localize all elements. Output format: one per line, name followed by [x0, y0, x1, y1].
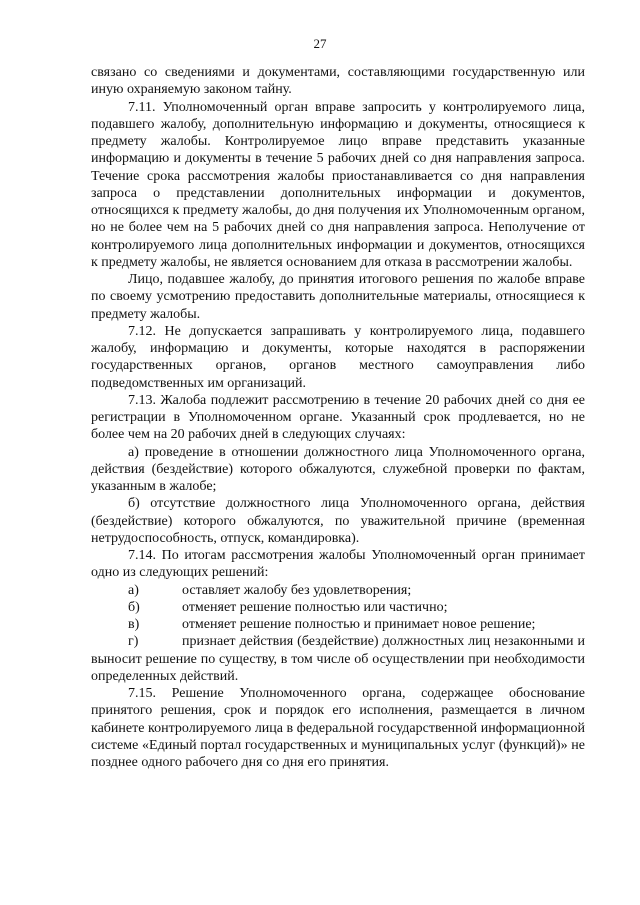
clause-7-12: 7.12. Не допускается запрашивать у контролируемого лица, подавшего жалобу, информацию и документы, которые находятся в распоряжении государственных органов, органов местного самоуправления либо подведомственных им организаций. — [91, 323, 585, 391]
decision-label: в) — [128, 617, 140, 632]
decision-label: г) — [128, 634, 139, 650]
decision-label: б) — [128, 599, 140, 615]
paragraph-continuation: связано со сведениями и документами, составляющими государственную или иную охраняемую законом тайну. — [91, 65, 585, 98]
decision-text: отменяет решение полностью или частично; — [182, 599, 448, 615]
decision-text: оставляет жалобу без удовлетворения; — [182, 582, 412, 598]
decision-label: а) — [128, 582, 139, 598]
document-body — [91, 64, 585, 771]
clause-7-11: 7.11. Уполномоченный орган вправе запросить у контролируемого лица, подавшего жалобу, дополнительную информацию и документы, относящиеся к предмету жалобы. Контролируемое лицо вправе представить указанные информацию и документы в течение 5 рабочих дней со дня направления запроса. Течение срока рассмотрения жалобы приостанавливается со дня направления запроса о представлении дополнительных информации и документов, относящихся к предмету жалобы, до дня получения их Уполномоченным органом, но не более чем на 5 рабочих дней со дня направления запроса. Неполучение от контролируемого лица дополнительных информации и документов, относящихся к предмету жалобы, не является основанием для отказа в рассмотрении жалобы. — [91, 99, 585, 270]
decision-item — [91, 582, 585, 599]
clause-7-14: 7.14. По итогам рассмотрения жалобы Уполномоченный орган принимает одно из следующих решений: — [91, 548, 585, 581]
decision-text: отменяет решение полностью и принимает новое решение; — [182, 617, 536, 632]
clause-7-11-additional: Лицо, подавшее жалобу, до принятия итогового решения по жалобе вправе по своему усмотрению предоставить дополнительные материалы, относящиеся к предмету жалобы. — [91, 272, 585, 322]
clause-7-15: 7.15. Решение Уполномоченного органа, содержащее обоснование принятого решения, срок и порядок его исполнения, размещается в личном кабинете контролируемого лица в федеральной государственной информационной системе «Единый портал государственных и муниципальных услуг (функций)» не позднее одного рабочего дня со дня его принятия. — [91, 686, 585, 770]
decision-item — [91, 633, 585, 685]
clause-7-13: 7.13. Жалоба подлежит рассмотрению в течение 20 рабочих дней со дня ее регистрации в Уполномоченном органе. Указанный срок продлевается, но не более чем на 20 рабочих дней в следующих случаях: — [91, 392, 585, 443]
decision-item — [91, 616, 585, 633]
decision-text: признает действия (бездействие) должностных лиц незаконными и выносит решение по существу, в том числе об осуществлении при необходимости определенных действий. — [91, 634, 585, 684]
page-number: 27 — [313, 36, 327, 51]
clause-7-13-case-b: б) отсутствие должностного лица Уполномоченного органа, действия (бездействие) которого обжалуются, по уважительной причине (временная нетрудоспособность, отпуск, командировка). — [91, 496, 585, 546]
clause-7-13-case-a: а) проведение в отношении должностного лица Уполномоченного органа, действия (бездействие) которого обжалуются, служебной проверки по фактам, указанным в жалобе; — [91, 444, 585, 494]
decision-item — [91, 599, 585, 616]
